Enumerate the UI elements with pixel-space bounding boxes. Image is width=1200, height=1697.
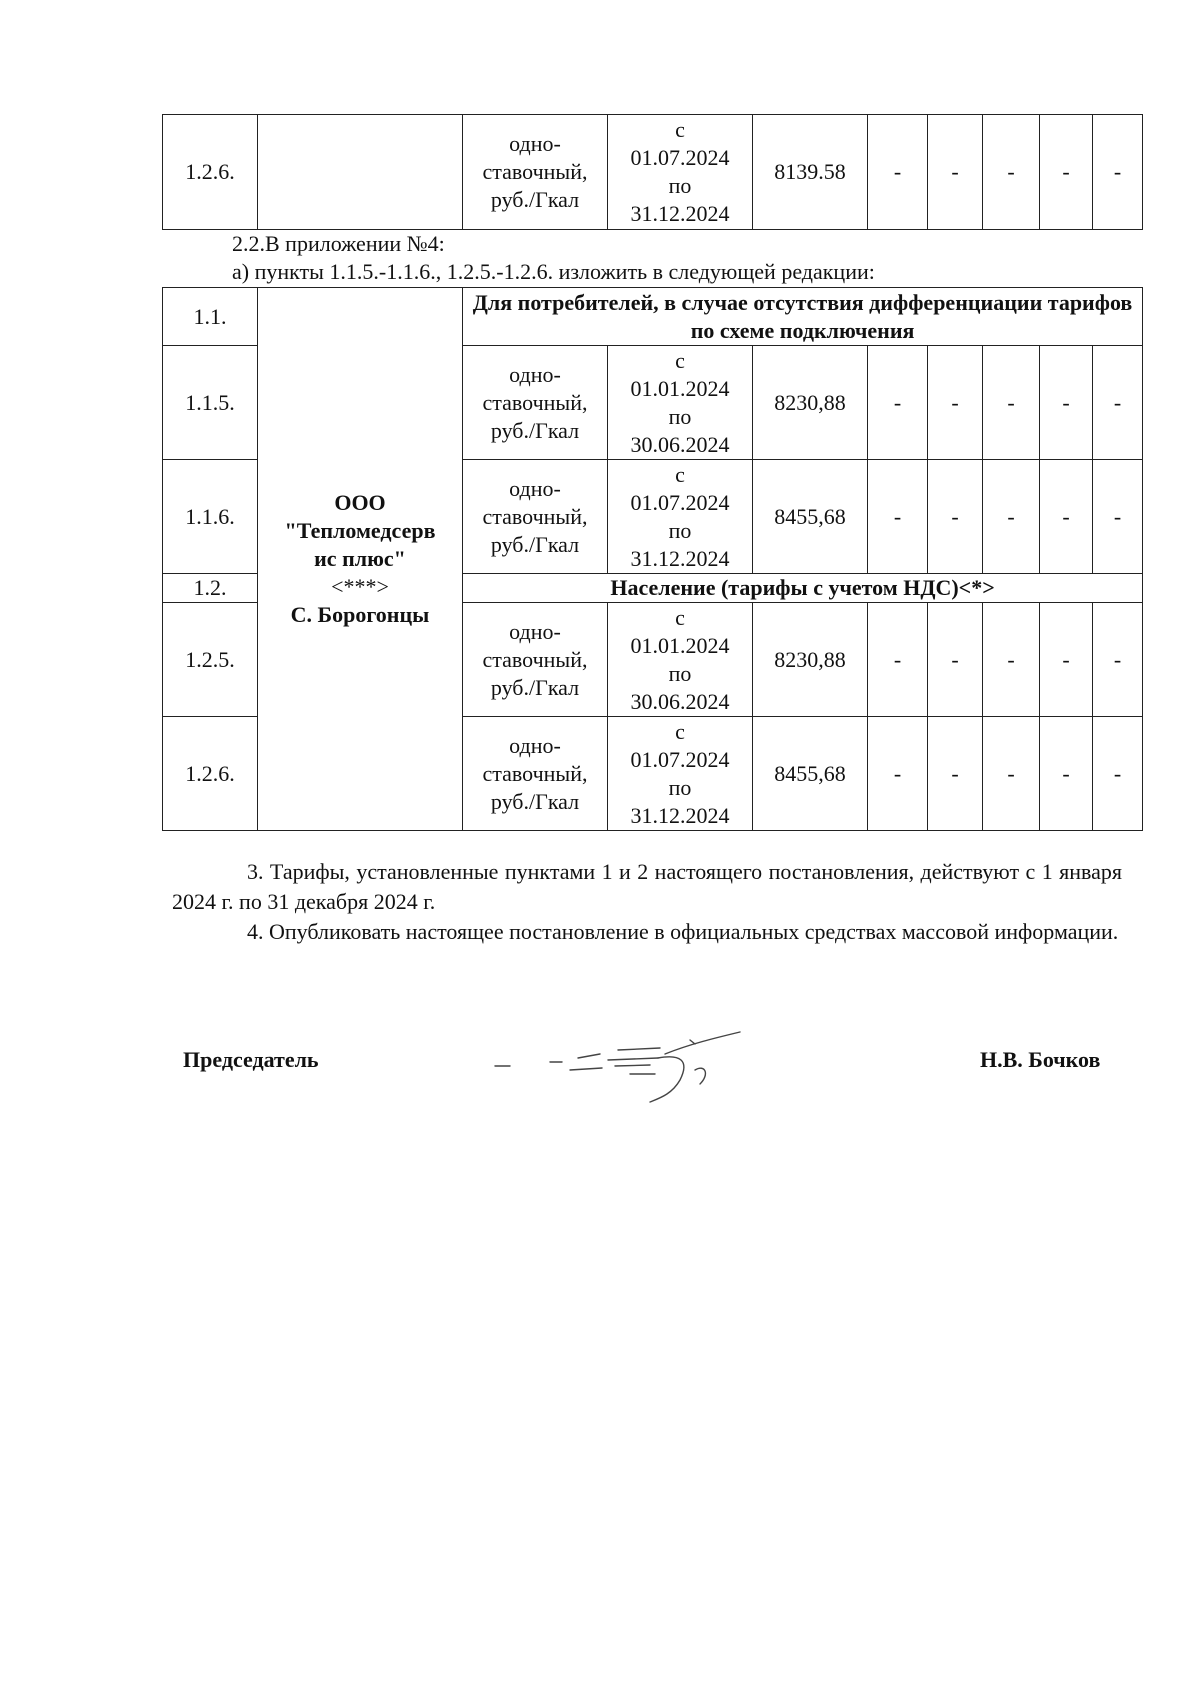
section-title: Для потребителей, в случае отсутствия дифференциации тарифов по схеме подключения [463, 288, 1143, 346]
period-cell: с 01.07.2024 по 31.12.2024 [608, 460, 753, 574]
period-cell: с 01.01.2024 по 30.06.2024 [608, 603, 753, 717]
dash-cell: - [928, 603, 983, 717]
dash-cell: - [1093, 346, 1143, 460]
org-cell [258, 115, 463, 230]
period-cell: с 01.07.2024 по 31.12.2024 [608, 115, 753, 230]
row-number: 1.1.6. [163, 460, 258, 574]
row-number: 1.1. [163, 288, 258, 346]
dash-cell: - [868, 346, 928, 460]
dash-cell: - [1040, 603, 1093, 717]
row-number: 1.2.5. [163, 603, 258, 717]
intro-line-1: 2.2.В приложении №4: [232, 231, 445, 256]
tariff-value: 8139.58 [753, 115, 868, 230]
dash-cell: - [928, 717, 983, 831]
dash-cell: - [868, 460, 928, 574]
row-number: 1.1.5. [163, 346, 258, 460]
dash-cell: - [1040, 115, 1093, 230]
paragraph-4: 4. Опубликовать настоящее постановление в официальных средствах массовой информации. [247, 919, 1119, 944]
period-cell: с 01.01.2024 по 30.06.2024 [608, 346, 753, 460]
period-cell: с 01.07.2024 по 31.12.2024 [608, 717, 753, 831]
dash-cell: - [1040, 717, 1093, 831]
dash-cell: - [1093, 115, 1143, 230]
dash-cell: - [983, 346, 1040, 460]
org-name-cell: ООО "Тепломедсерв ис плюс" <***> С. Борогонцы [258, 288, 463, 831]
dash-cell: - [983, 460, 1040, 574]
dash-cell: - [983, 603, 1040, 717]
dash-cell: - [1093, 603, 1143, 717]
dash-cell: - [983, 717, 1040, 831]
dash-cell: - [1093, 460, 1143, 574]
top-tariff-table [162, 114, 1143, 230]
rate-type: одно-ставочный, руб./Гкал [463, 717, 608, 831]
intro-line-2: а) пункты 1.1.5.-1.1.6., 1.2.5.-1.2.6. изложить в следующей редакции: [232, 259, 875, 284]
section-header-row [163, 288, 1143, 346]
rate-type: одно-ставочный, руб./Гкал [463, 460, 608, 574]
rate-type: одно-ставочный, руб./Гкал [463, 346, 608, 460]
row-number: 1.2.6. [163, 115, 258, 230]
dash-cell: - [1040, 346, 1093, 460]
dash-cell: - [983, 115, 1040, 230]
signatory-title: Председатель [183, 1047, 319, 1072]
tariff-value: 8230,88 [753, 346, 868, 460]
dash-cell: - [928, 115, 983, 230]
dash-cell: - [928, 460, 983, 574]
tariff-value: 8455,68 [753, 717, 868, 831]
tariff-value: 8455,68 [753, 460, 868, 574]
rate-type: одно-ставочный, руб./Гкал [463, 603, 608, 717]
dash-cell: - [868, 717, 928, 831]
dash-cell: - [1093, 717, 1143, 831]
dash-cell: - [868, 603, 928, 717]
row-number: 1.2. [163, 574, 258, 603]
handwritten-signature [490, 1030, 780, 1110]
main-tariff-table [162, 287, 1143, 831]
paragraph-3: 3. Тарифы, установленные пунктами 1 и 2 настоящего постановления, действуют с 1 января 2024 г. по 31 декабря 2024 г. [172, 859, 1122, 914]
rate-type: одно-ставочный, руб./Гкал [463, 115, 608, 230]
section-title: Население (тарифы с учетом НДС)<*> [463, 574, 1143, 603]
dash-cell: - [1040, 460, 1093, 574]
tariff-value: 8230,88 [753, 603, 868, 717]
table-row [163, 115, 1143, 230]
dash-cell: - [868, 115, 928, 230]
dash-cell: - [928, 346, 983, 460]
row-number: 1.2.6. [163, 717, 258, 831]
signatory-name: Н.В. Бочков [980, 1047, 1101, 1072]
